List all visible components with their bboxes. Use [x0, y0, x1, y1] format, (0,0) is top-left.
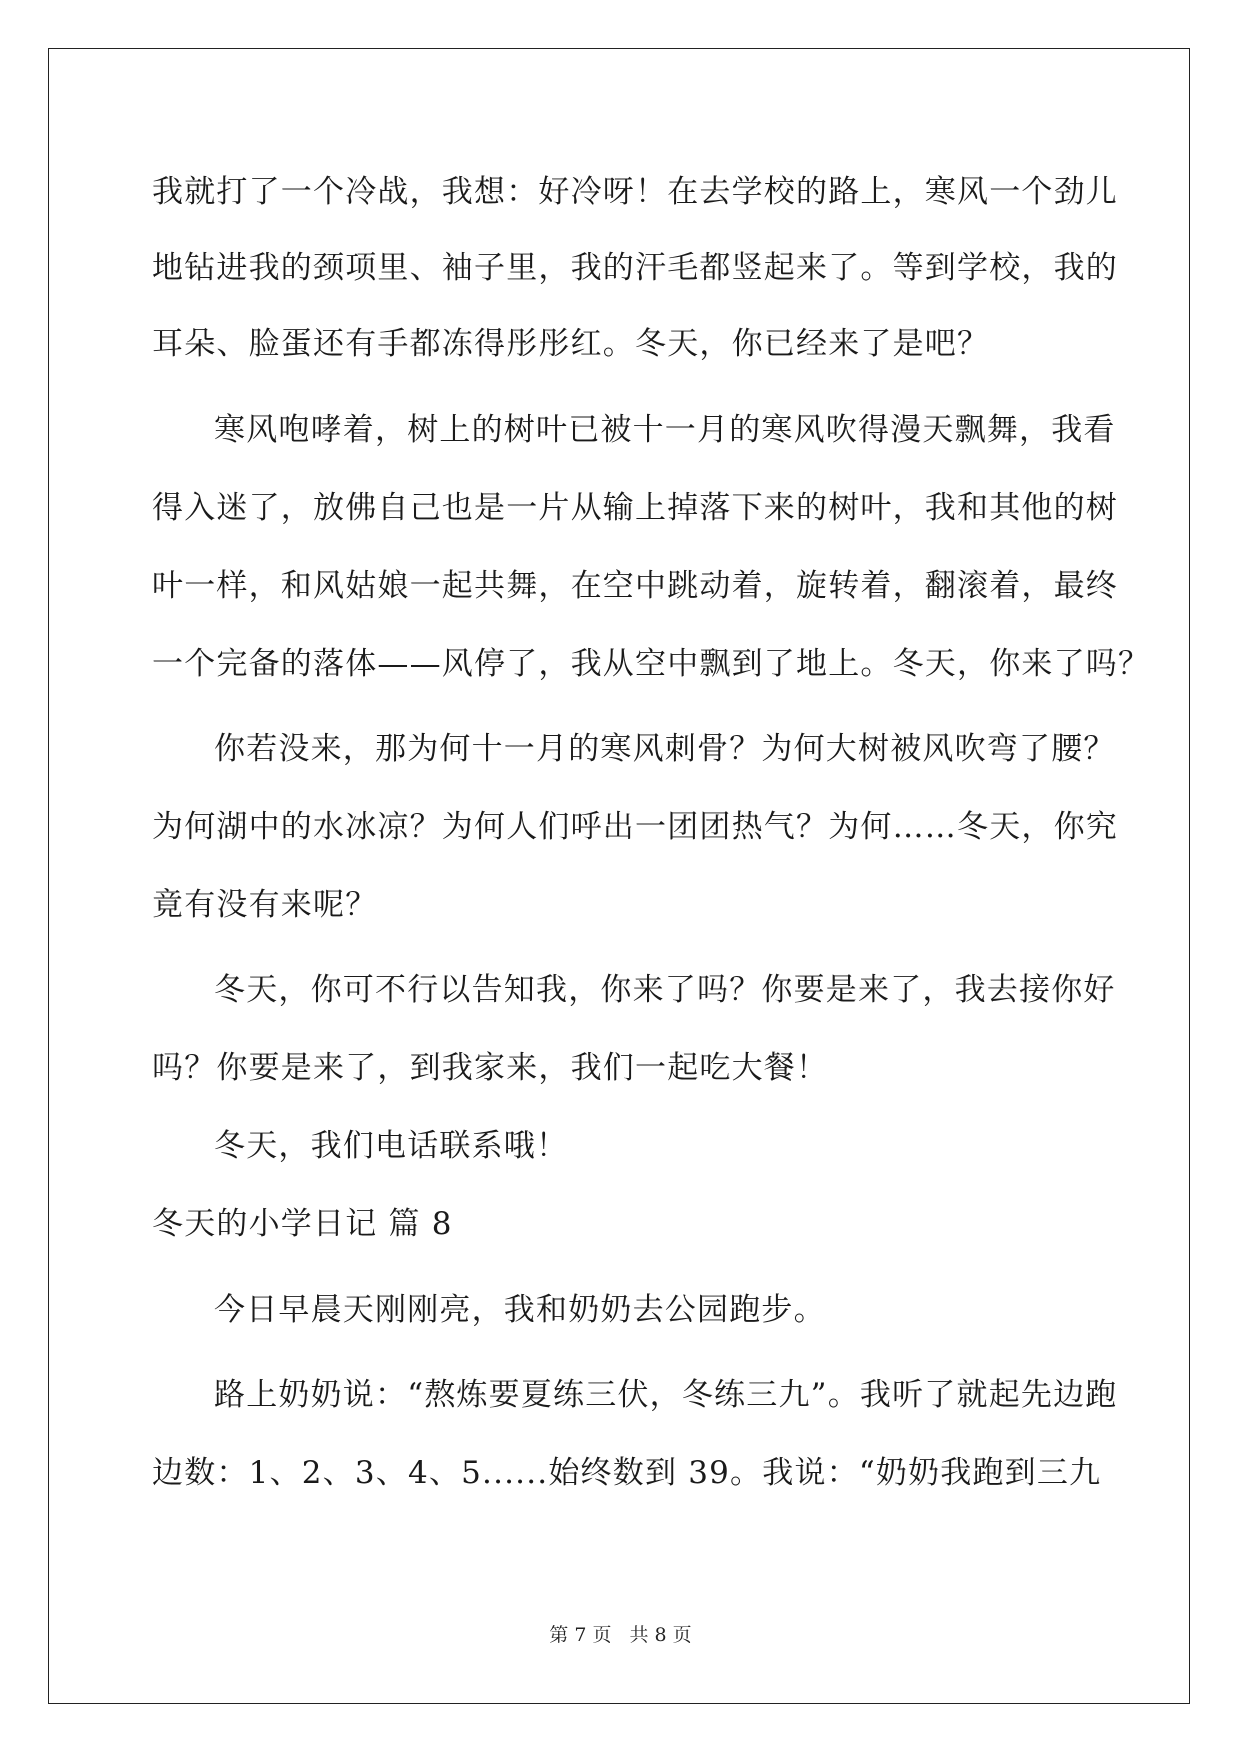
page-footer — [0, 1620, 1241, 1647]
paragraph-start-line: 冬天，你可不行以告知我，你来了吗？你要是来了，我去接你好 — [214, 972, 1116, 1008]
body-line: 边数：1、2、3、4、5......始终数到 39。我说：“奶奶我跑到三九 — [152, 1455, 1102, 1491]
body-line: 得入迷了，放佛自己也是一片从输上掉落下来的树叶，我和其他的树 — [152, 490, 1118, 526]
body-line: 地钻进我的颈项里、袖子里，我的汗毛都竖起来了。等到学校，我的 — [152, 250, 1118, 286]
page-number: 第 7 页 — [549, 1624, 612, 1646]
body-line: 耳朵、脸蛋还有手都冻得彤彤红。冬天，你已经来了是吧？ — [152, 326, 990, 362]
body-line: 为何湖中的水冰凉？为何人们呼出一团团热气？为何……冬天，你究 — [152, 809, 1118, 845]
section-heading: 冬天的小学日记 篇 8 — [152, 1206, 453, 1242]
paragraph-start-line: 你若没来，那为何十一月的寒风刺骨？为何大树被风吹弯了腰？ — [214, 731, 1116, 767]
body-line: 我就打了一个冷战，我想：好冷呀！在去学校的路上，寒风一个劲儿 — [152, 174, 1118, 210]
body-line: 吗？你要是来了，到我家来，我们一起吃大餐！ — [152, 1050, 829, 1086]
paragraph-start-line: 冬天，我们电话联系哦！ — [214, 1128, 569, 1164]
paragraph-start-line: 路上奶奶说：“熬炼要夏练三伏，冬练三九”。我听了就起先边跑 — [214, 1377, 1118, 1413]
paragraph-start-line: 寒风咆哮着，树上的树叶已被十一月的寒风吹得漫天飘舞，我看 — [214, 412, 1116, 448]
body-line: 叶一样，和风姑娘一起共舞，在空中跳动着，旋转着，翻滚着，最终 — [152, 568, 1118, 604]
paragraph-start-line: 今日早晨天刚刚亮，我和奶奶去公园跑步。 — [214, 1292, 826, 1328]
body-line: 一个完备的落体——风停了，我从空中飘到了地上。冬天，你来了吗？ — [152, 646, 1151, 682]
page-total: 共 8 页 — [629, 1624, 692, 1646]
body-line: 竟有没有来呢？ — [152, 887, 378, 923]
